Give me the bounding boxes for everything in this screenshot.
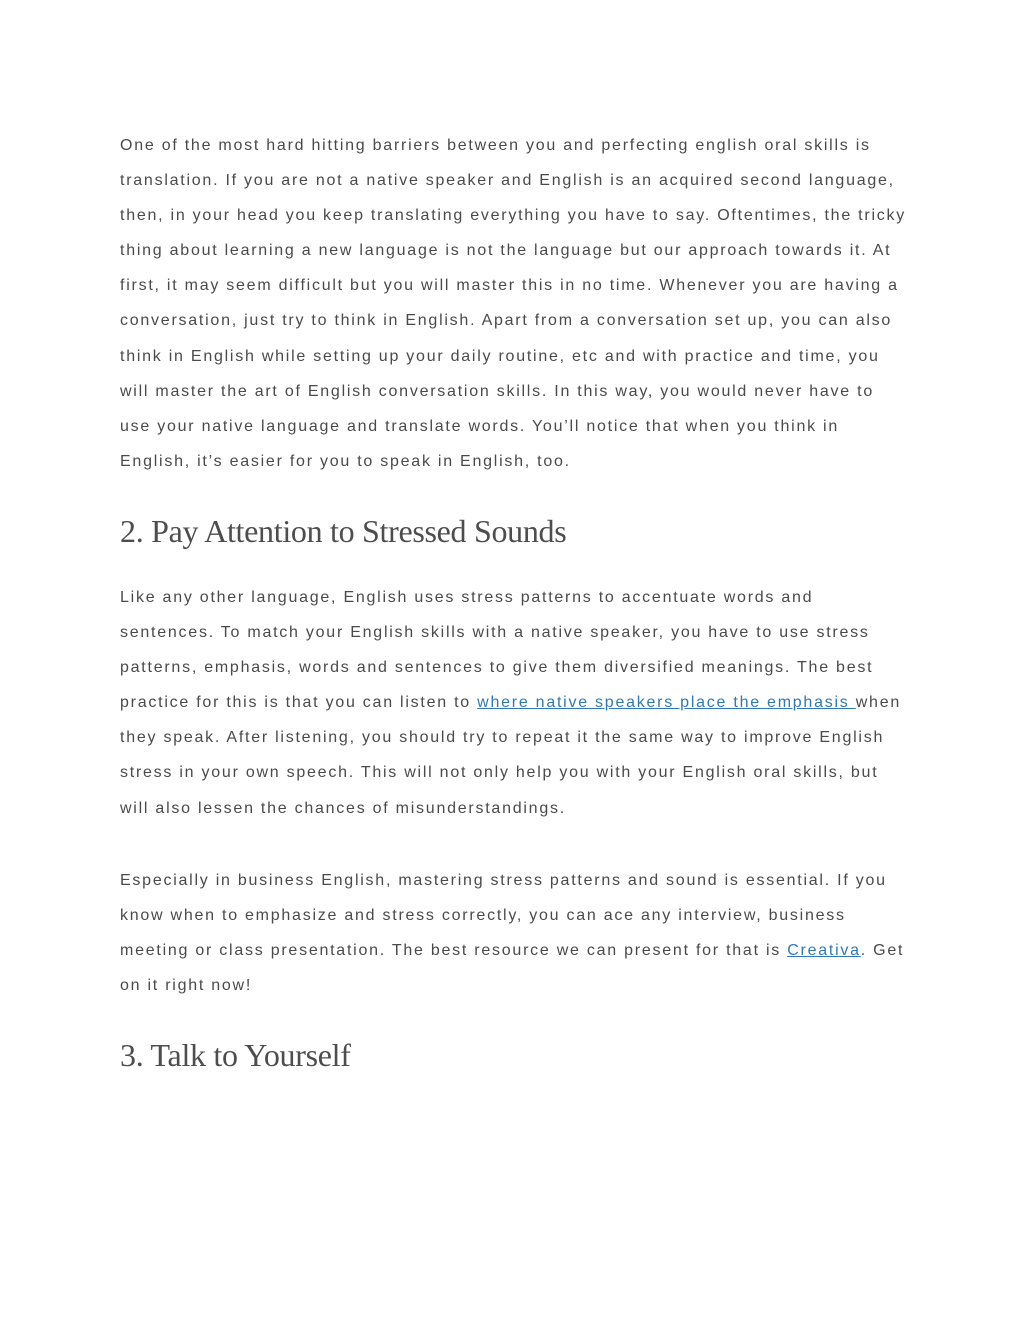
paragraph-stress-patterns-text-before: Like any other language, English uses stress patterns to accentuate words and sentences. To match your English skills with a native speaker, you have to use stress patterns, emphasis, words and sentences to give them diversified meanings. The best practice for this is that you can listen to: [120, 588, 874, 712]
heading-talk-to-yourself: 3. Talk to Yourself: [120, 1036, 351, 1073]
paragraph-business-english-text-before: Especially in business English, mastering stress patterns and sound is essential. If you know when to emphasize and stress correctly, you can ace any interview, business meeting or class presentation. The best resource we can present for that is: [120, 871, 887, 959]
paragraph-stress-patterns: [120, 580, 910, 826]
paragraph-business-english: [120, 863, 910, 1003]
paragraph-business-english-text-after: . Get on it right now!: [120, 941, 905, 994]
document-page: [120, 128, 910, 1075]
paragraph-translation: [120, 128, 910, 479]
heading-stressed-sounds: 2. Pay Attention to Stressed Sounds: [120, 512, 567, 549]
paragraph-translation-text: One of the most hard hitting barriers between you and perfecting english oral skills is translation. If you are not a native speaker and English is an acquired second language, then, in your head you keep translating everything you have to say. Oftentimes, the tricky thing about learning a new language is not the language but our approach towards it. At first, it may seem difficult but you will master this in no time. Whenever you are having a conversation, just try to think in English. Apart from a conversation set up, you can also think in English while setting up your daily routine, etc and with practice and time, you will master the art of English conversation skills. In this way, you would never have to use your native language and translate words. You’ll notice that when you think in English, it’s easier for you to speak in English, too.: [120, 137, 906, 470]
link-native-speakers-emphasis[interactable]: where native speakers place the emphasis: [477, 694, 856, 712]
paragraph-stress-patterns-text-after: when they speak. After listening, you should try to repeat it the same way to improve English stress in your own speech. This will not only help you with your English oral skills, but will also lessen the chances of misunderstandings.: [120, 694, 901, 817]
link-creativa[interactable]: Creativa: [787, 941, 861, 959]
